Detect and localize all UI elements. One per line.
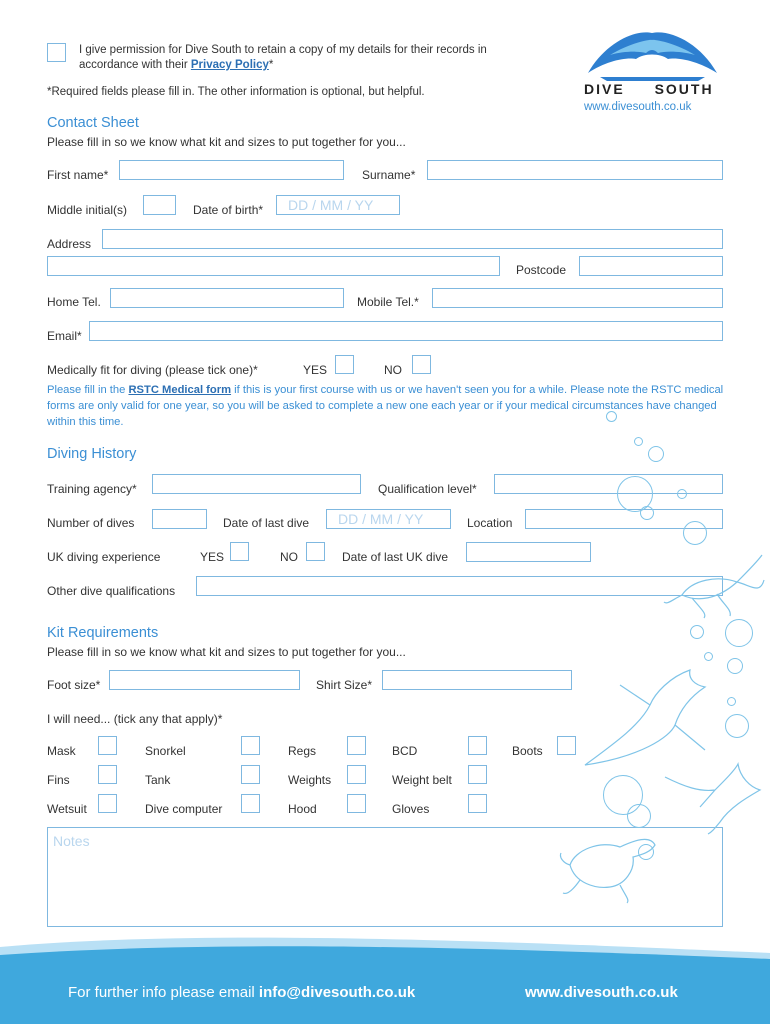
bubble-icon: [725, 619, 753, 647]
fins-label: Fins: [47, 773, 70, 787]
medical-no-checkbox[interactable]: [412, 355, 431, 374]
date-last-dive-label: Date of last dive: [223, 516, 310, 530]
consent-text: I give permission for Dive South to retain a copy of my details for their records in accordance with their Privacy Policy*: [79, 44, 487, 71]
contact-heading: Contact Sheet: [47, 115, 139, 131]
number-of-dives-field[interactable]: [152, 509, 207, 529]
kit-subheading: Please fill in so we know what kit and sizes to put together for you...: [47, 645, 406, 659]
dive-south-logo: [580, 25, 725, 100]
bubble-icon: [648, 446, 664, 462]
brand-name-left: DIVE: [584, 81, 625, 97]
wetsuit-checkbox[interactable]: [98, 794, 117, 813]
consent-checkbox[interactable]: [47, 43, 66, 62]
weights-label: Weights: [288, 773, 332, 787]
dive-computer-label: Dive computer: [145, 802, 223, 816]
footer-info: For further info please email info@divesouth.co.uk: [68, 984, 416, 1001]
middle-initials-field[interactable]: [143, 195, 176, 215]
required-note: *Required fields please fill in. The other information is optional, but helpful.: [47, 86, 425, 98]
turtle-icon: [555, 825, 660, 905]
medical-no-label: NO: [384, 363, 402, 377]
footer-url[interactable]: www.divesouth.co.uk: [525, 984, 678, 1001]
bubble-icon: [727, 697, 736, 706]
need-label: I will need... (tick any that apply)*: [47, 712, 223, 726]
postcode-field[interactable]: [579, 256, 723, 276]
turtle-icon: [662, 550, 767, 620]
fins-checkbox[interactable]: [98, 765, 117, 784]
regs-checkbox[interactable]: [347, 736, 366, 755]
mask-checkbox[interactable]: [98, 736, 117, 755]
manta-ray-icon: [660, 762, 765, 837]
uk-no-checkbox[interactable]: [306, 542, 325, 561]
hood-label: Hood: [288, 802, 317, 816]
location-label: Location: [467, 516, 513, 530]
gloves-checkbox[interactable]: [468, 794, 487, 813]
bubble-icon: [677, 489, 687, 499]
tank-checkbox[interactable]: [241, 765, 260, 784]
diving-history-heading: Diving History: [47, 446, 137, 462]
bubble-icon: [690, 625, 704, 639]
privacy-policy-link[interactable]: Privacy Policy: [190, 59, 269, 71]
address-label: Address: [47, 237, 92, 251]
email-field[interactable]: [89, 321, 723, 341]
surname-field[interactable]: [427, 160, 723, 180]
first-name-field[interactable]: [119, 160, 344, 180]
boots-label: Boots: [512, 744, 543, 758]
rstc-medical-form-link[interactable]: RSTC Medical form: [128, 384, 232, 396]
uk-yes-checkbox[interactable]: [230, 542, 249, 561]
footer-email-link[interactable]: info@divesouth.co.uk: [258, 984, 416, 1001]
dob-placeholder: DD / MM / YY: [288, 197, 374, 213]
brand-name-right: SOUTH: [654, 81, 714, 97]
notes-placeholder: Notes: [53, 833, 90, 849]
medical-note: Please fill in the RSTC Medical form if this is your first course with us or we haven't seen you for a while. Please note the RSTC medical forms are only valid for one year, so you will be asked to complete a new one each year or if your medical circumstances have changed within this time.: [47, 384, 724, 428]
home-tel-label: Home Tel.: [47, 295, 101, 309]
address-field-1[interactable]: [102, 229, 723, 249]
middle-initials-label: Middle initial(s): [47, 203, 128, 217]
snorkel-checkbox[interactable]: [241, 736, 260, 755]
uk-yes-label: YES: [200, 550, 225, 564]
other-quals-field[interactable]: [196, 576, 723, 596]
bubble-icon: [683, 521, 707, 545]
bubble-icon: [725, 714, 749, 738]
mobile-tel-field[interactable]: [432, 288, 723, 308]
surname-label: Surname*: [362, 168, 416, 182]
tank-label: Tank: [145, 773, 171, 787]
email-label: Email*: [47, 329, 82, 343]
bubble-icon: [704, 652, 713, 661]
training-agency-label: Training agency*: [47, 482, 137, 496]
weight-belt-checkbox[interactable]: [468, 765, 487, 784]
hood-checkbox[interactable]: [347, 794, 366, 813]
wetsuit-label: Wetsuit: [47, 802, 87, 816]
shirt-size-field[interactable]: [382, 670, 572, 690]
date-last-dive-placeholder: DD / MM / YY: [338, 511, 424, 527]
medical-yes-label: YES: [303, 363, 328, 377]
other-quals-label: Other dive qualifications: [47, 584, 176, 598]
first-name-label: First name*: [47, 168, 109, 182]
dob-label: Date of birth*: [193, 203, 264, 217]
contact-subheading: Please fill in so we know what kit and sizes to put together for you...: [47, 135, 406, 149]
weight-belt-label: Weight belt: [392, 773, 452, 787]
shirt-size-label: Shirt Size*: [316, 678, 373, 692]
weights-checkbox[interactable]: [347, 765, 366, 784]
qualification-level-field[interactable]: [494, 474, 723, 494]
number-of-dives-label: Number of dives: [47, 516, 135, 530]
medically-fit-label: Medically fit for diving (please tick one)*: [47, 363, 258, 377]
date-last-uk-dive-field[interactable]: [466, 542, 591, 562]
bcd-checkbox[interactable]: [468, 736, 487, 755]
foot-size-label: Foot size*: [47, 678, 101, 692]
qualification-level-label: Qualification level*: [378, 482, 477, 496]
date-last-uk-dive-label: Date of last UK dive: [342, 550, 449, 564]
address-field-2[interactable]: [47, 256, 500, 276]
bcd-label: BCD: [392, 744, 418, 758]
home-tel-field[interactable]: [110, 288, 344, 308]
manta-ray-logo-icon: [580, 25, 725, 85]
foot-size-field[interactable]: [109, 670, 300, 690]
gloves-label: Gloves: [392, 802, 430, 816]
uk-no-label: NO: [280, 550, 298, 564]
kit-heading: Kit Requirements: [47, 625, 159, 641]
brand-url[interactable]: www.divesouth.co.uk: [584, 101, 692, 113]
footer-wave: [0, 935, 770, 1024]
dive-computer-checkbox[interactable]: [241, 794, 260, 813]
bubble-icon: [727, 658, 743, 674]
bubble-icon: [640, 506, 654, 520]
training-agency-field[interactable]: [152, 474, 361, 494]
bubble-icon: [606, 411, 617, 422]
medical-yes-checkbox[interactable]: [335, 355, 354, 374]
mask-label: Mask: [47, 744, 76, 758]
snorkel-label: Snorkel: [145, 744, 186, 758]
boots-checkbox[interactable]: [557, 736, 576, 755]
uk-experience-label: UK diving experience: [47, 550, 161, 564]
mobile-tel-label: Mobile Tel.*: [357, 295, 419, 309]
postcode-label: Postcode: [516, 263, 567, 277]
bubble-icon: [634, 437, 643, 446]
manta-ray-icon: [580, 665, 720, 775]
regs-label: Regs: [288, 744, 317, 758]
